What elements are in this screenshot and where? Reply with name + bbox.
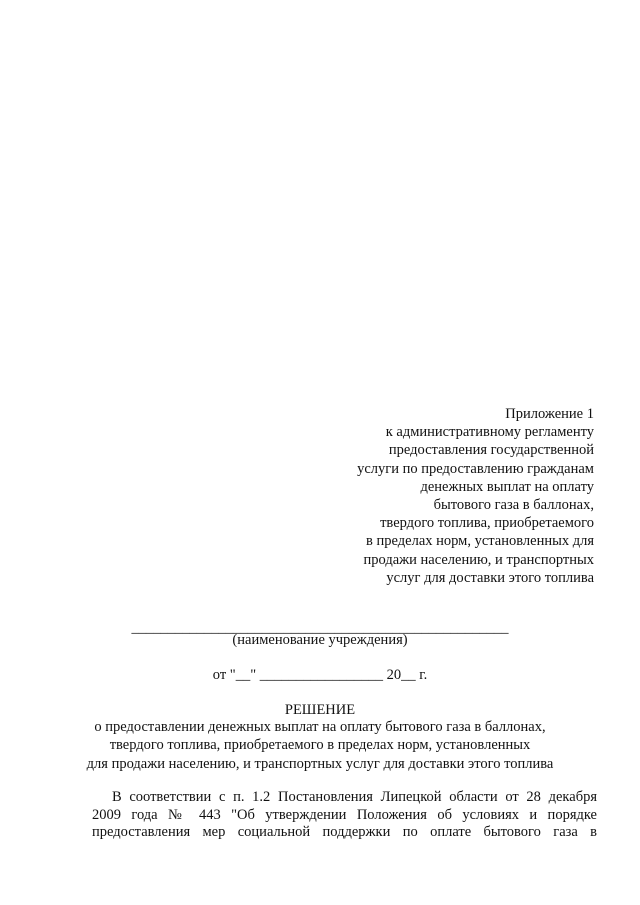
body-line-2: 2009 года № 443 "Об утверждении Положения об условиях и порядке: [92, 806, 597, 823]
body-paragraph: [92, 789, 597, 842]
decision-subtitle: [0, 718, 640, 773]
appendix-line-7: твердого топлива, приобретаемого: [380, 515, 594, 532]
institution-caption: (наименование учреждения): [232, 632, 408, 648]
appendix-line-8: в пределах норм, установленных для: [366, 533, 594, 550]
decision-subtitle-line-3: для продажи населению, и транспортных услуг для доставки этого топлива: [86, 755, 554, 772]
decision-subtitle-line-1: о предоставлении денежных выплат на оплату бытового газа в баллонах,: [94, 719, 546, 735]
appendix-line-4: услуги по предоставлению гражданам: [357, 460, 594, 477]
institution-blank-line: ____________________________________________________: [131, 620, 509, 636]
appendix-line-10: услуг для доставки этого топлива: [386, 569, 594, 586]
decision-title: РЕШЕНИЕ: [284, 702, 356, 718]
body-line-3: предоставления мер социальной поддержки по оплате бытового газа в: [92, 824, 597, 841]
appendix-line-3: предоставления государственной: [388, 442, 594, 459]
appendix-line-9: продажи населению, и транспортных: [363, 551, 594, 568]
appendix-header: [357, 405, 594, 587]
appendix-line-2: к административному регламенту: [385, 424, 594, 441]
body-line-1: В соответствии с п. 1.2 Постановления Липецкой области от 28 декабря: [112, 789, 597, 805]
appendix-line-6: бытового газа в баллонах,: [433, 497, 594, 514]
appendix-line-5: денежных выплат на оплату: [420, 478, 594, 495]
decision-subtitle-line-2: твердого топлива, приобретаемого в пределах норм, установленных: [109, 737, 531, 754]
appendix-line-1: Приложение 1: [505, 406, 594, 422]
decision-date-line: от "__" _________________ 20__ г.: [212, 667, 428, 683]
